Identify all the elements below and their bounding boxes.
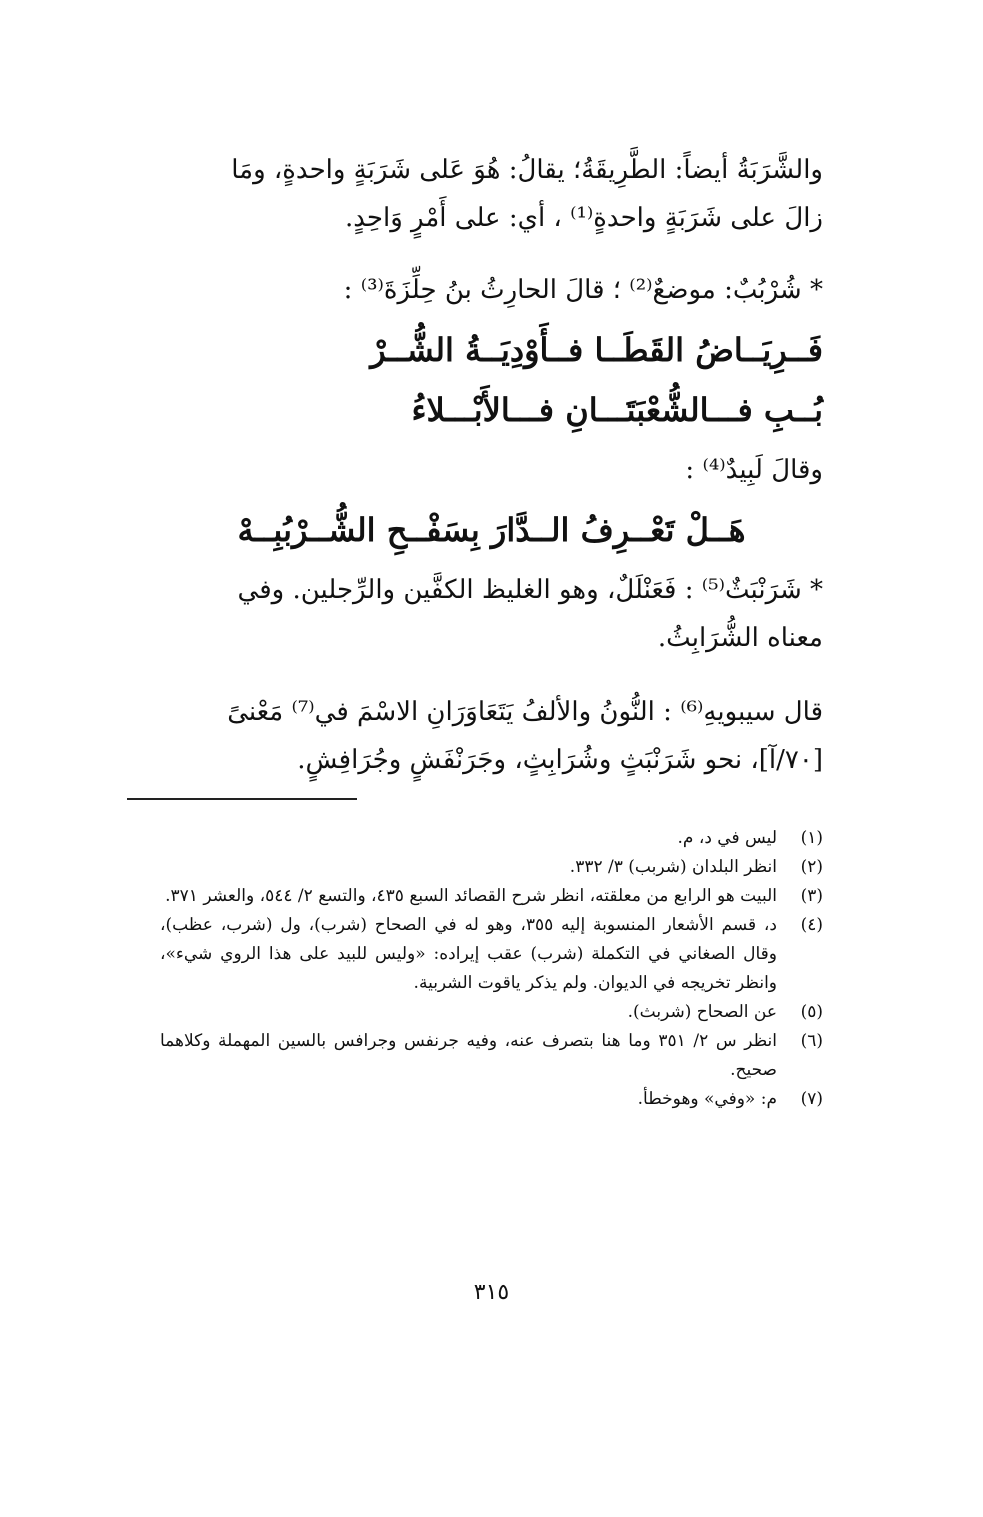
text-line: وقالَ لَبِيدٌ⁽⁴⁾ : — [685, 455, 823, 485]
footnote — [160, 1027, 823, 1085]
footnote-number: (٥) — [800, 1002, 823, 1022]
text-line: * شَرَنْبَثٌ⁽⁵⁾ : فَعَنْلَلٌ، وهو الغليظ الكفَّين والرِّجلين. وفي — [237, 575, 823, 605]
quote-intro — [160, 446, 823, 494]
text-line: قال سيبويهِ⁽⁶⁾ : النُّونُ والألفُ يَتَعَاوَرَانِ الاسْمَ في⁽⁷⁾ مَعْنىً — [227, 697, 823, 727]
footnote-text: عن الصحاح (شربث). — [627, 1002, 777, 1022]
footnote-number: (٤) — [800, 915, 823, 935]
footnote — [160, 853, 823, 882]
text-line: * شُرْبُبٌ: موضعٌ⁽²⁾ ؛ قالَ الحارِثُ بنُ حِلِّزَةَ⁽³⁾ : — [343, 275, 823, 305]
footnote-text: انظر س ٢/ ٣٥١ وما هنا بتصرف عنه، وفيه جرنفس وجرافس بالسين المهملة وكلاهما صحيح. — [160, 1031, 778, 1080]
text-line: [٧٠/آ]، نحو شَرَنْبَثٍ وشُرَابِثٍ، وجَرَنْفَشٍ وجُرَافِشٍ. — [297, 745, 823, 775]
footnote-text: انظر البلدان (شربب) ٣/ ٣٣٢. — [569, 857, 777, 877]
verse-line: بُــبِ فـــالشُّعْبَتَـــانِ فـــالأَبْـــلاءُ — [411, 391, 823, 429]
footnote-text: البيت هو الرابع من معلقته، انظر شرح القصائد السبع ٤٣٥، والتسع ٢/ ٥٤٤، والعشر ٣٧١. — [165, 886, 777, 906]
verse-line: هَــلْ تَعْــرِفُ الــدَّارَ بِسَفْــحِ الشُّــرْبُبِــهْ — [237, 511, 746, 549]
footnote-number: (٦) — [800, 1031, 823, 1051]
footnote — [160, 824, 823, 853]
footnote-separator — [127, 798, 357, 800]
footnote-text: م: «وفي» وهوخطأ. — [637, 1089, 777, 1109]
text-line: زالَ على شَرَبَةٍ واحدةٍ⁽¹⁾ ، أي: على أَمْرٍ وَاحِدٍ. — [344, 203, 823, 233]
footnotes — [160, 824, 823, 1114]
paragraph-sibawayh — [160, 688, 823, 784]
footnote-text: ليس في د، م. — [677, 828, 777, 848]
entry-shurbub — [160, 266, 823, 314]
footnote-number: (٣) — [800, 886, 823, 906]
footnote — [160, 998, 823, 1027]
footnote-text: د، قسم الأشعار المنسوبة إليه ٣٥٥، وهو له في الصحاح (شرب)، ول (شرب، عظب)، وقال الصغاني في التكملة (شرب) عقب إيراده: «وليس للبيد على هذا الروي شيء»، وانظر تخريجه في الديوان. ولم يذكر ياقوت الشربية. — [160, 915, 777, 993]
footnote — [160, 911, 823, 998]
page-number: ٣١٥ — [473, 1280, 510, 1305]
entry-sharanbath — [160, 566, 823, 662]
paragraph-sharaba — [160, 146, 823, 242]
footnote-number: (١) — [800, 828, 823, 848]
text-line: معناه الشُّرَابِثُ. — [657, 623, 823, 653]
verse-line: فَــرِيَــاضُ القَطَــا فــأَوْدِيَــةُ الشُّــرْ — [370, 331, 823, 369]
footnote-number: (٧) — [800, 1089, 823, 1109]
footnote — [160, 1085, 823, 1114]
footnote — [160, 882, 823, 911]
footnote-number: (٢) — [800, 857, 823, 877]
text-line: والشَّرَبَةُ أيضاً: الطَّرِيقَةُ؛ يقالُ: هُوَ عَلى شَرَبَةٍ واحدةٍ، ومَا — [231, 155, 823, 185]
